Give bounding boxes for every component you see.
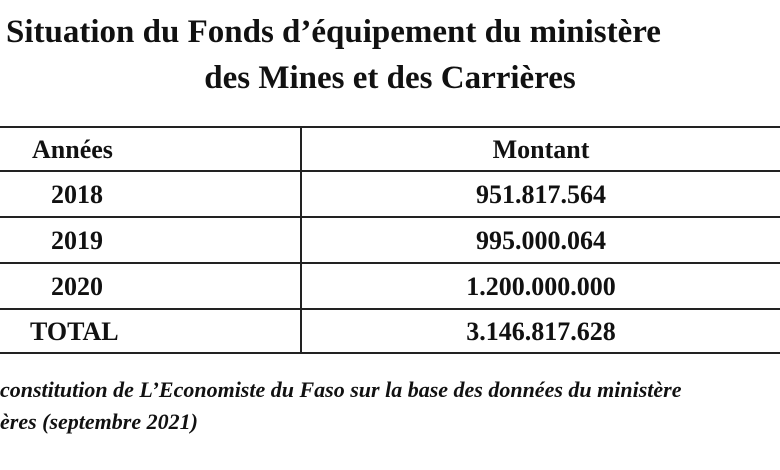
total-amount: 3.146.817.628	[466, 317, 616, 346]
header-years: Années	[32, 135, 113, 164]
row-2019-year: 2019	[51, 226, 103, 255]
title-line-1: Situation du Fonds d’équipement du ministère	[6, 14, 661, 50]
funds-table	[0, 126, 780, 354]
source-note	[0, 374, 681, 438]
title-line-2: des Mines et des Carrières	[204, 60, 576, 96]
source-line-1: constitution de L’Economiste du Faso sur la base des données du ministère	[0, 377, 682, 402]
header-amount: Montant	[492, 135, 590, 164]
total-label: TOTAL	[30, 317, 119, 346]
source-line-2: ères (septembre 2021)	[0, 409, 198, 434]
row-2019-amount: 995.000.064	[476, 226, 606, 255]
row-2020-year: 2020	[51, 272, 103, 301]
row-2018-amount: 951.817.564	[476, 180, 606, 209]
row-2018-year: 2018	[51, 180, 103, 209]
row-2020-amount: 1.200.000.000	[466, 272, 616, 301]
